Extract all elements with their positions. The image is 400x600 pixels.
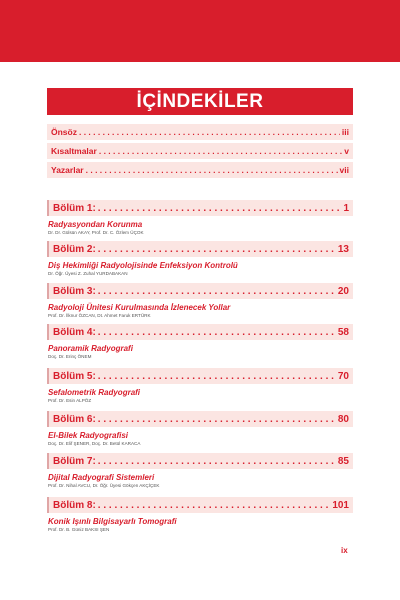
dot-leader [98,371,336,382]
chapter-title[interactable]: Radyasyondan Korunma [48,220,143,229]
toc-entry-label: Önsöz [51,127,77,137]
chapter-authors: Prof. Dr. İlknur ÖZCAN, Dt. Ahmet Faruk ERTÜRK [48,313,151,318]
chapter-label: Bölüm 1: [53,202,96,214]
chapter-title[interactable]: Konik Işınlı Bilgisayarlı Tomografi [48,517,177,526]
toc-entry-yazarlar[interactable] [47,162,353,178]
chapter-2 [47,241,353,276]
dot-leader [79,127,340,137]
dot-leader [98,244,336,255]
chapter-label: Bölüm 6: [53,413,96,425]
dot-leader [98,203,342,214]
dot-leader [98,414,336,425]
dot-leader [86,165,338,175]
chapter-page: 20 [337,285,349,297]
chapter-authors: Doç. Dr. Erinç ÖNEM [48,354,92,359]
chapter-page: 70 [337,370,349,382]
page-title-text: İÇİNDEKİLER [136,90,264,112]
dot-leader [98,286,336,297]
toc-entry-kisaltmalar[interactable] [47,143,353,159]
chapter-label: Bölüm 5: [53,370,96,382]
chapter-heading[interactable] [47,453,353,469]
chapter-title[interactable]: Panoramik Radyografi [48,344,133,353]
dot-leader [99,146,342,156]
chapter-label: Bölüm 8: [53,499,96,511]
toc-entry-onsoz[interactable] [47,124,353,140]
dot-leader [98,327,336,338]
chapter-page: 85 [337,455,349,467]
top-color-band [0,0,400,62]
toc-entry-page: vii [339,165,349,175]
chapter-label: Bölüm 7: [53,455,96,467]
chapter-heading[interactable] [47,497,353,513]
chapter-authors: Prof. Dr. Nihal AVCU, Dr. Öğr. Üyesi Gökçen AKÇİÇEK [48,483,160,488]
chapter-8 [47,497,353,532]
chapter-4 [47,324,353,359]
chapter-label: Bölüm 3: [53,285,96,297]
chapter-title[interactable]: Dijital Radyografi Sistemleri [48,473,155,482]
chapter-title[interactable]: Radyoloji Ünitesi Kurulmasında İzlenecek Yollar [48,303,231,312]
chapter-page: 1 [343,202,349,214]
chapter-1 [47,200,353,235]
chapter-title[interactable]: Sefalometrik Radyografi [48,388,141,397]
toc-entry-label: Kısaltmalar [51,146,97,156]
page-title [47,88,353,115]
chapter-heading[interactable] [47,200,353,216]
toc-entry-page: iii [341,127,349,137]
chapter-heading[interactable] [47,411,353,427]
chapter-authors: Dr. Dr. Gülsün AKAY, Prof. Dr. C. Özlem ÜÇOK [48,230,144,235]
chapter-page: 101 [332,499,349,511]
chapter-heading[interactable] [47,324,353,340]
chapter-heading[interactable] [47,241,353,257]
chapter-heading[interactable] [47,368,353,384]
chapter-authors: Doç. Dr. Elif ŞENER, Doç. Dr. Betül KARACA [48,441,141,446]
page-number: ix [341,546,348,555]
chapter-authors: Prof. Dr. Esin ALPÖZ [48,398,92,403]
toc-entry-label: Yazarlar [51,165,84,175]
chapter-label: Bölüm 4: [53,326,96,338]
chapter-7 [47,453,353,488]
chapter-label: Bölüm 2: [53,243,96,255]
chapter-heading[interactable] [47,283,353,299]
dot-leader [98,456,336,467]
chapter-title[interactable]: Diş Hekimliği Radyolojisinde Enfeksiyon Kontrolü [48,261,238,270]
toc-entry-page: v [344,146,349,156]
chapter-5 [47,368,353,403]
dot-leader [98,500,331,511]
chapter-3 [47,283,353,318]
chapter-authors: Prof. Dr. B. Güniz BAKSI ŞEN [48,527,110,532]
chapter-page: 58 [337,326,349,338]
chapter-6 [47,411,353,446]
chapter-page: 80 [337,413,349,425]
chapter-authors: Dr. Öğr. Üyesi Z. Zuhal YURDABAKAN [48,271,128,276]
chapter-page: 13 [337,243,349,255]
chapter-title[interactable]: El-Bilek Radyografisi [48,431,129,440]
